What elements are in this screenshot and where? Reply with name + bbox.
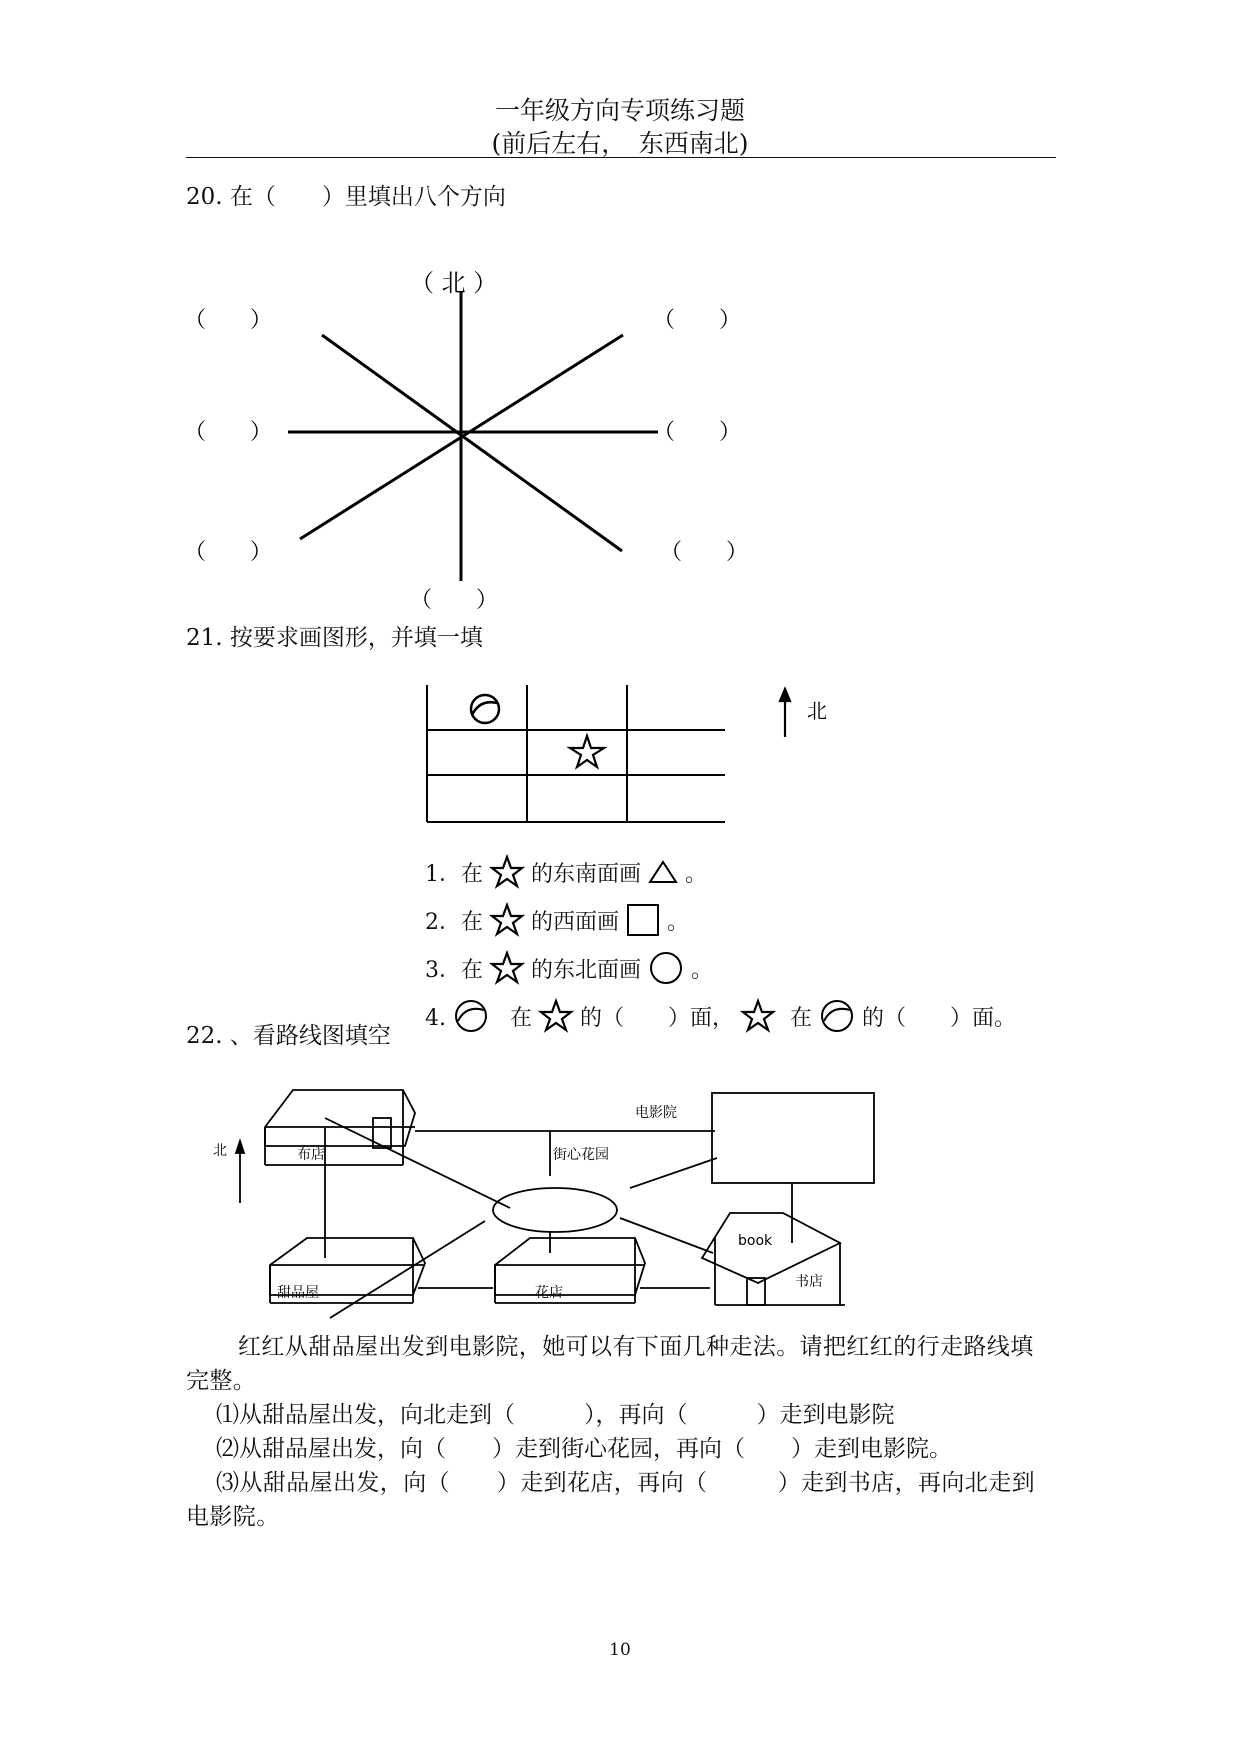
- star-icon: [741, 999, 775, 1033]
- compass-blank-se: （ ）: [660, 540, 749, 565]
- q21-line-4: [425, 999, 1016, 1033]
- grid-star-icon: [570, 736, 604, 767]
- compass-blank-nw: （ ）: [184, 308, 273, 333]
- compass-blank-ne: （ ）: [653, 308, 742, 333]
- label-dessert-house: 甜品屋: [277, 1285, 319, 1301]
- q22-intro: 红红从甜品屋出发到电影院，她可以有下面几种走法。请把红红的行走路线填完整。: [186, 1334, 1034, 1394]
- q21-line-2-end: 。: [667, 910, 690, 935]
- q21-line-3-text: 的东北面画: [531, 958, 642, 983]
- label-bookstore: 书店: [795, 1274, 823, 1290]
- q21-line-4-d: 的（ ）面。: [862, 1006, 1017, 1031]
- compass-line-nw-se: [322, 335, 622, 551]
- triangle-icon: [648, 859, 678, 885]
- cut-circle-icon: [453, 999, 489, 1033]
- star-icon: [490, 855, 524, 889]
- label-garden: 街心花园: [553, 1147, 609, 1163]
- route-map: [205, 1083, 895, 1323]
- question-22-prompt: 22. 、看路线图填空: [186, 1023, 391, 1049]
- q21-line-1-text: 的东南面画: [531, 862, 642, 887]
- page-number: 10: [609, 1640, 631, 1660]
- label-flower-store: 花店: [535, 1285, 563, 1301]
- q21-line-2: [425, 903, 689, 937]
- question-20-prompt: 20. 在（ ）里填出八个方向: [186, 184, 506, 210]
- q21-line-2-text: 的西面画: [531, 910, 620, 935]
- compass-diagram: [184, 255, 775, 615]
- compass-blank-s: （ ）: [410, 588, 499, 613]
- compass-blank-sw: （ ）: [184, 540, 273, 565]
- q22-route-3: ⑶从甜品屋出发，向（ ）走到花店，再向（ ）走到书店，再向北走到电影院。: [186, 1470, 1035, 1530]
- label-cloth-store: 布店: [297, 1147, 325, 1163]
- grid-diagram: [425, 685, 825, 825]
- cut-circle-icon: [819, 999, 855, 1033]
- q21-line-1: [425, 855, 707, 889]
- q22-text: [186, 1330, 1056, 1534]
- q21-line-3-end: 。: [691, 958, 714, 983]
- q21-line-3-num: 3．在: [425, 958, 483, 983]
- question-21-prompt: 21. 按要求画图形，并填一填: [186, 625, 483, 651]
- q22-route-2: ⑵从甜品屋出发，向（ ）走到街心花园，再向（ ）走到电影院。: [216, 1436, 952, 1462]
- q21-line-4-c: 在: [790, 1006, 813, 1031]
- circle-icon: [648, 951, 684, 985]
- star-icon: [490, 903, 524, 937]
- compass-north-label: （ 北 ）: [410, 269, 498, 297]
- q22-route-1: ⑴从甜品屋出发，向北走到（ ），再向（ ）走到电影院: [216, 1402, 895, 1428]
- map-north-label: 北: [213, 1143, 227, 1159]
- square-icon: [626, 903, 660, 937]
- q21-line-4-b: 的（ ）面，: [580, 1006, 735, 1031]
- page-subtitle: (前后左右， 东西南北): [491, 129, 749, 158]
- page-title: 一年级方向专项练习题: [494, 96, 745, 125]
- header-rule: [186, 157, 1056, 158]
- q21-line-1-num: 1．在: [425, 862, 483, 887]
- q21-line-2-num: 2．在: [425, 910, 483, 935]
- q21-line-4-num: 4.: [425, 1006, 446, 1031]
- grid-north-arrow: [780, 689, 790, 737]
- q21-line-3: [425, 951, 713, 985]
- q21-line-4-a: 在: [510, 1006, 533, 1031]
- label-cinema: 电影院: [635, 1105, 677, 1121]
- label-book-sign: book: [738, 1233, 773, 1249]
- star-icon: [539, 999, 573, 1033]
- star-icon: [490, 951, 524, 985]
- grid-cut-circle-icon: [471, 695, 499, 723]
- compass-blank-w: （ ）: [184, 420, 273, 445]
- compass-blank-e: （ ）: [653, 420, 742, 445]
- q21-line-1-end: 。: [685, 862, 708, 887]
- grid-north-label: 北: [807, 699, 827, 723]
